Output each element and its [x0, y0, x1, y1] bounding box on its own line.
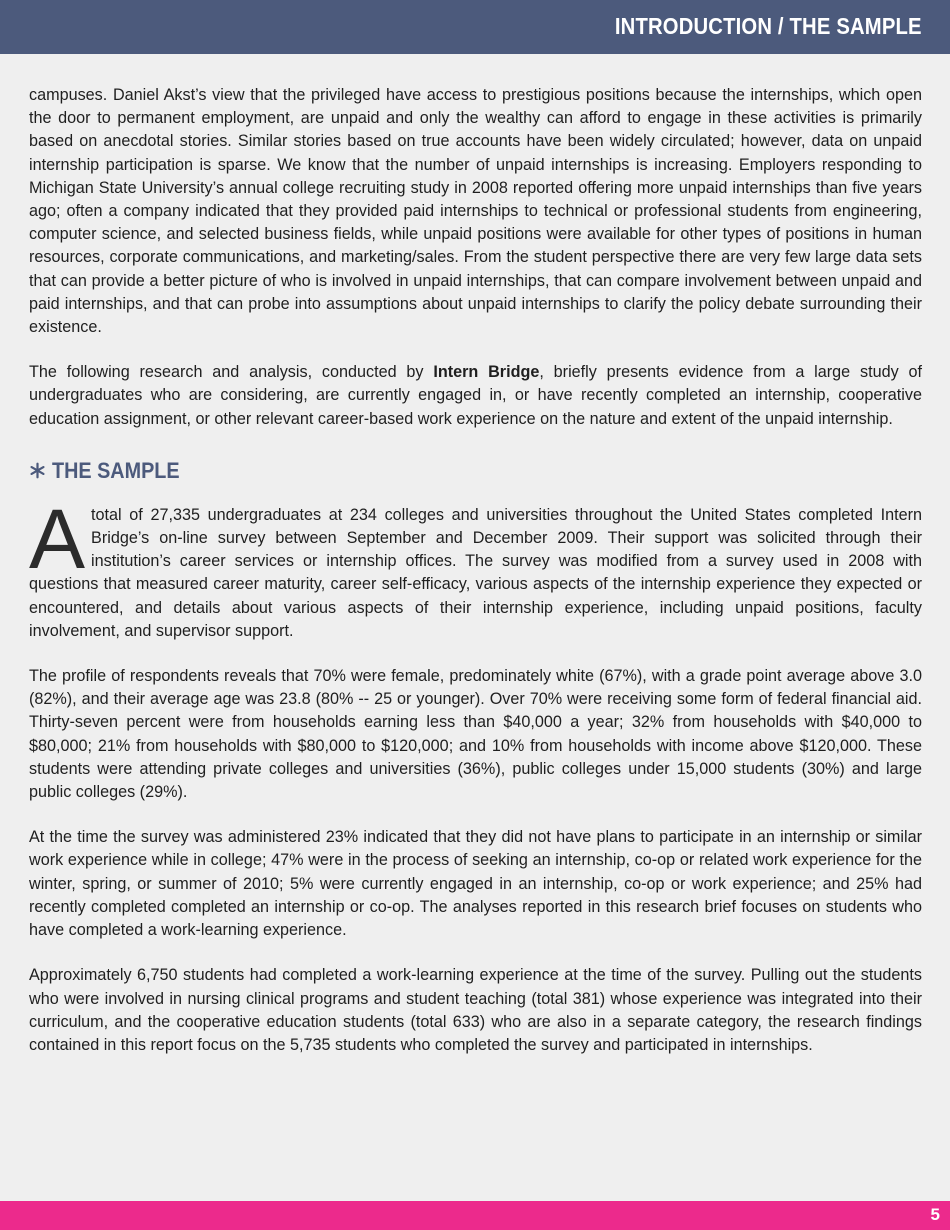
intro-paragraph-2	[29, 361, 922, 431]
sample-paragraph-1-text: total of 27,335 undergraduates at 234 colleges and universities throughout the United States completed Intern Bridge’s on-line survey between September and December 2009. Their support was solicited through their institution’s career services or internship offices. The survey was modified from a survey used in 2008 with questions that measured career maturity, career self-efficacy, various aspects of the internship experience they expected or encountered, and details about various aspects of their internship experience, including unpaid positions, faculty involvement, and supervisor support.	[29, 505, 922, 640]
sample-paragraph-4: Approximately 6,750 students had completed a work-learning experience at the time of the survey. Pulling out the students who were involved in nursing clinical programs and student teaching (total 381) whose experience was integrated into their curriculum, and the cooperative education students (total 633) who are also in a separate category, the research findings contained in this report focus on the 5,735 students who completed the survey and participated in internships.	[29, 966, 922, 1054]
page-content	[29, 84, 922, 1079]
drop-cap: A	[29, 491, 86, 586]
organization-name: Intern Bridge	[433, 363, 540, 382]
sample-paragraph-1	[29, 491, 922, 643]
footer-bar	[0, 1201, 950, 1230]
sample-paragraph-3: At the time the survey was administered 23% indicated that they did not have plans to participate in an internship or similar work experience while in college; 47% were in the process of seeking an internship, co-op or related work experience for the winter, spring, or summer of 2010; 5% were currently engaged in an internship, co-op or work experience; and 25% had recently completed completed an internship or co-op. The analyses reported in this research brief focuses on students who have completed a work-learning experience.	[29, 828, 922, 940]
intro-paragraph-2-text-b: , briefly presents evidence from a large study of undergraduates who are considering, are currently engaged in, or have recently completed an internship, cooperative education assignment, or other relevant career-based work experience on the nature and extent of the unpaid internship.	[29, 363, 922, 428]
page-section-title: INTRODUCTION / THE SAMPLE	[615, 13, 922, 39]
intro-paragraph-1: campuses. Daniel Akst’s view that the privileged have access to prestigious positions because the internships, which open the door to permanent employment, are unpaid and only the wealthy can afford to engage in these activities is primarily based on anecdotal stories. Similar stories based on true accounts have been widely circulated; however, data on unpaid internship participation is sparse. We know that the number of unpaid internships is increasing. Employers responding to Michigan State University’s annual college recruiting study in 2008 reported offering more unpaid internships than five years ago; often a company indicated that they provided paid internships to technical or professional students from engineering, computer science, and selected business fields, while unpaid positions were available for other types of positions in human resources, corporate communications, and marketing/sales. From the student perspective there are very few large data sets that can provide a better picture of who is involved in unpaid internships, that can compare involvement between unpaid and paid internships, and that can probe into assumptions about unpaid internships to clarify the policy debate surrounding their existence.	[29, 86, 922, 337]
page-number: 5	[930, 1205, 940, 1224]
sample-section-heading	[29, 458, 922, 484]
intro-paragraph-2-text-a: The following research and analysis, conducted by	[29, 363, 434, 382]
sample-paragraph-2: The profile of respondents reveals that 70% were female, predominately white (67%), with a grade point average above 3.0 (82%), and their average age was 23.8 (80% -- 25 or younger). Over 70% were receiving some form of federal financial aid. Thirty-seven percent were from households earning less than $40,000 a year; 32% from households with $40,000 to $80,000; 21% from households with $80,000 to $120,000; and 10% from households with income above $120,000. These students were attending private colleges and universities (36%), public colleges under 15,000 students (30%) and large public colleges (29%).	[29, 667, 922, 802]
header-bar	[0, 0, 950, 54]
asterisk-icon	[29, 462, 46, 479]
section-heading-text: THE SAMPLE	[52, 457, 180, 483]
